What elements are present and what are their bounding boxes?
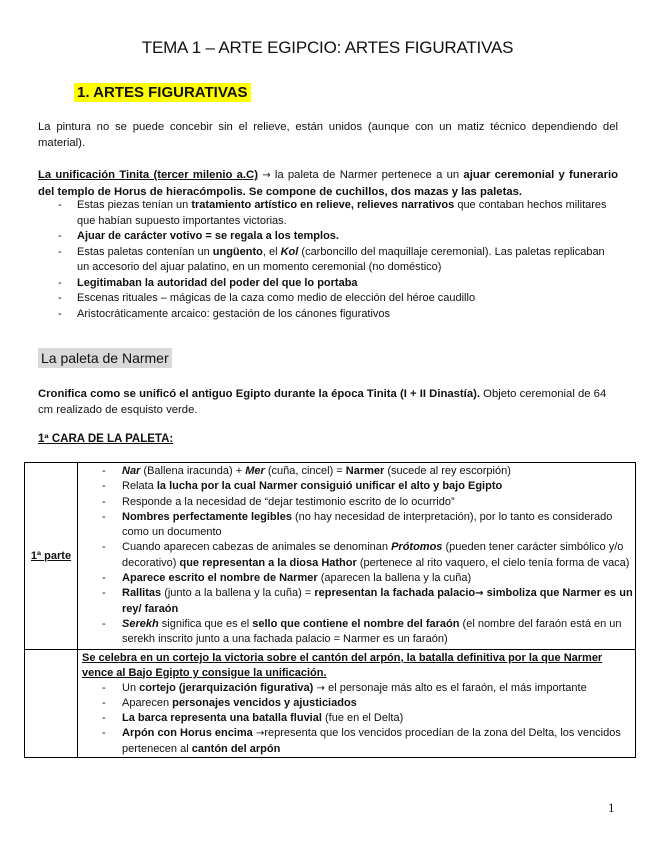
list-item: - Aparecen personajes vencidos y ajusticiados [78,696,635,711]
arrow-icon: → [313,682,329,694]
row-content [78,463,636,650]
list-item: - Serekh significa que es el sello que contiene el nombre del faraón (el nombre del faraón está en un serekh inscrito junto a una fachada palacio = Narmer es un faraón) [78,617,635,648]
cara-heading: 1ª CARA DE LA PALETA: [38,433,174,445]
table-row [25,649,636,757]
list-item: - Aparece escrito el nombre de Narmer (aparecen la ballena y la cuña) [78,571,635,586]
paleta-table [24,462,636,758]
list-item: - Nar (Ballena iracunda) + Mer (cuña, cincel) = Narmer (sucede al rey escorpión) [78,464,635,479]
unificacion-bullets [38,198,618,322]
intro-paragraph: La pintura no se puede concebir sin el relieve, están unidos (aunque con un matiz técnico dependiendo del material). [38,121,618,149]
unificacion-bold: ajuar ceremonial y funerario del templo de Horus de hieracómpolis. Se compone de cuchillos, dos mazas y las paletas. [38,169,619,198]
arrow-icon: → [262,170,271,181]
row-label-empty [25,649,78,757]
list-item: - Escenas rituales – mágicas de la caza como medio de elección del héroe caudillo [38,291,618,307]
arrow-icon: → [475,588,484,600]
section-heading-paleta-narmer: La paleta de Narmer [38,348,172,368]
list-item: - Estas piezas tenían un tratamiento artístico en relieve, relieves narrativos que contaban hechos militares que habían supuesto importantes victorias. [38,198,618,229]
row-content [78,649,636,757]
list-item: - Arpón con Horus encima →representa que los vencidos procedían de la zona del Delta, los vencidos pertenecen al cantón del arpón [78,726,635,757]
arrow-icon: → [252,728,265,740]
list-item: - Relata la lucha por la cual Narmer consiguió unificar el alto y bajo Egipto [78,479,635,494]
table-row [25,463,636,650]
list-item: - La barca representa una batalla fluvial (fue en el Delta) [78,711,635,726]
list-item: - Nombres perfectamente legibles (no hay necesidad de interpretación), por lo tanto es considerado como un documento [78,510,635,541]
unificacion-paragraph [38,167,618,200]
page-title: TEMA 1 – ARTE EGIPCIO: ARTES FIGURATIVAS [141,38,514,57]
row-label: 1ª parte [25,463,78,650]
list-item: - Estas paletas contenían un ungüento, el Kol (carboncillo del maquillaje ceremonial). Las paletas replicaban un accesorio del ajuar palatino, en un momento ceremonial (no doméstico) [38,245,618,276]
unificacion-label: La unificación Tinita (tercer milenio a.C) [38,169,258,181]
list-item: - Aristocráticamente arcaico: gestación de los cánones figurativos [38,307,618,323]
list-item: - Cuando aparecen cabezas de animales se denominan Prótomos (pueden tener carácter simbólico y/o decorativo) que representan a la diosa Hathor (pertenece al rito vaquero, el cielo tenía forma de vaca) [78,540,635,571]
list-item: - Responde a la necesidad de “dejar testimonio escrito de lo ocurrido” [78,495,635,510]
list-item: - Legitimaban la autoridad del poder del que lo portaba [38,276,618,292]
section-heading-artes-figurativas: 1. ARTES FIGURATIVAS [74,83,251,102]
cronifica-paragraph: Cronifica como se unificó el antiguo Egipto durante la época Tinita (I + II Dinastía). Objeto ceremonial de 64 cm realizado de esquisto verde. [38,388,607,416]
list-item: - Rallitas (junto a la ballena y la cuña) = representan la fachada palacio→ simboliza que Narmer es un rey/ faraón [78,586,635,617]
list-item: - Un cortejo (jerarquización figurativa) → el personaje más alto es el faraón, el más importante [78,681,635,696]
unificacion-text: la paleta de Narmer pertenece a un [270,169,464,181]
row-heading: Se celebra en un cortejo la victoria sobre el cantón del arpón, la batalla definitiva por la que Narmer vence al Bajo Egipto y consigue la unificación. [82,651,603,679]
list-item: - Ajuar de carácter votivo = se regala a los templos. [38,229,618,245]
page-number: 1 [608,800,615,815]
